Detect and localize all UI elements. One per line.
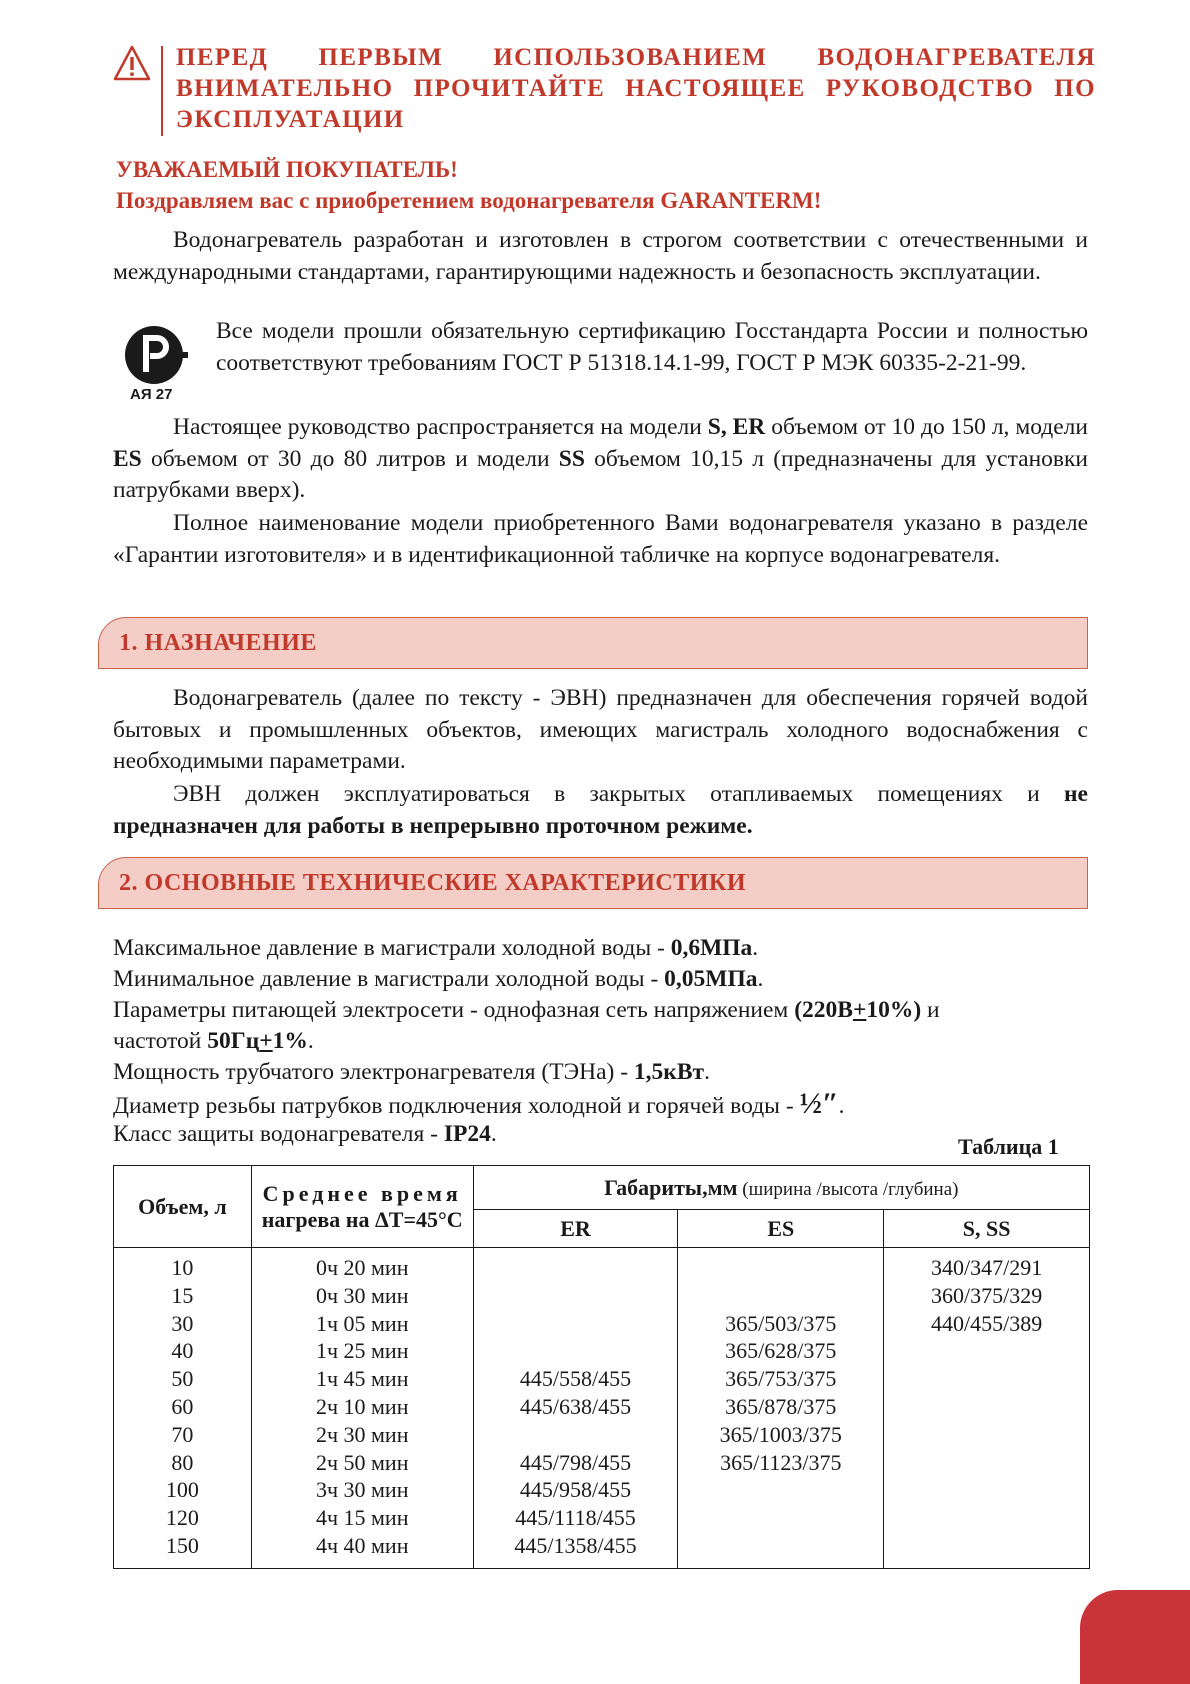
table-cell: 50 <box>171 1366 194 1392</box>
table-row <box>114 1248 1090 1569</box>
spec-label: Диаметр резьбы патрубков подключения холодной и горячей воды - <box>113 1093 800 1119</box>
spec-dot: . <box>307 1028 314 1054</box>
table-cell: 30 <box>171 1310 194 1336</box>
table-cell <box>478 1337 674 1365</box>
spec-power-supply <box>113 995 1088 1026</box>
table-cell: 10 <box>171 1255 194 1280</box>
table-cell: 1ч 25 мин <box>315 1338 409 1364</box>
spec-protection-class <box>113 1119 497 1150</box>
warning-icon <box>113 45 151 81</box>
table-cell <box>888 1365 1085 1393</box>
table-cell <box>478 1310 674 1338</box>
certification-code: АЯ 27 <box>130 386 173 403</box>
p2-text-a: Настоящее руководство распространяется на модели <box>173 414 708 440</box>
table-cell: 445/1118/455 <box>515 1505 636 1531</box>
spec-value: 50Гц <box>207 1028 260 1054</box>
table-cell: 70 <box>171 1421 194 1447</box>
spec-dot: . <box>704 1059 710 1085</box>
section-1-paragraph-1-text: Водонагреватель (далее по тексту - ЭВН) предназначен для обеспечения горячей водой бытовых и промышленных объектов, имеющих магистраль холодного водоснабжения с необходимыми параметрами. <box>113 685 1088 774</box>
section-1-p2-emphasis: не предназначен для работы в непрерывно проточном режиме. <box>113 781 1088 839</box>
spec-value: 10%) <box>866 997 922 1023</box>
table-caption: Таблица 1 <box>958 1134 1059 1159</box>
table-cell: 2ч 10 мин <box>315 1393 409 1419</box>
p2-text-g: объемом 10,15 л (предназначены для установки патрубками вверх). <box>113 445 1088 503</box>
spec-dot: . <box>757 966 764 992</box>
spec-heater-power <box>113 1057 710 1088</box>
table-cell: 365/1123/375 <box>720 1449 842 1475</box>
table-cell <box>888 1393 1085 1421</box>
header-s-ss: S, SS <box>884 1210 1090 1248</box>
section-1-paragraph-1 <box>113 683 1088 778</box>
table-cell: 3ч 30 мин <box>315 1477 409 1503</box>
spec-label: Максимальное давление в магистрали холодной воды - <box>113 935 671 961</box>
spec-max-pressure <box>113 933 758 964</box>
spec-value: 0,6МПа <box>670 935 753 961</box>
spec-dot: . <box>752 935 759 961</box>
table-cell: 445/798/455 <box>519 1449 632 1475</box>
warning-text: ПЕРЕД ПЕРВЫМ ИСПОЛЬЗОВАНИЕМ ВОДОНАГРЕВАТЕЛЯ ВНИМАТЕЛЬНО ПРОЧИТАЙТЕ НАСТОЯЩЕЕ РУКОВОДСТВО ПО ЭКСПЛУАТАЦИИ <box>176 44 1096 133</box>
table-cell: 340/347/291 <box>930 1255 1043 1280</box>
section-2-header <box>98 857 1088 909</box>
table-cell: 365/1003/375 <box>719 1421 842 1447</box>
table-cell <box>478 1254 674 1282</box>
table-cell: 445/958/455 <box>519 1477 632 1503</box>
header-dimensions <box>473 1166 1089 1210</box>
spec-label: Мощность трубчатого электронагревателя (ТЭНа) - <box>113 1059 634 1085</box>
section-1-title: 1. НАЗНАЧЕНИЕ <box>119 630 317 656</box>
table-cell <box>682 1254 879 1282</box>
section-1-header <box>98 617 1088 669</box>
table-cell: 80 <box>171 1449 194 1475</box>
intro-paragraph-2 <box>113 412 1088 507</box>
table-cell: 40 <box>171 1338 194 1364</box>
spec-value: ½″ <box>799 1087 839 1120</box>
section-1-paragraph-2 <box>113 779 1088 842</box>
spec-dot: . <box>490 1121 497 1147</box>
col-heating-time <box>251 1248 473 1569</box>
greeting-title: УВАЖАЕМЫЙ ПОКУПАТЕЛЬ! <box>116 157 458 182</box>
col-er <box>473 1248 678 1569</box>
table-cell: 440/455/389 <box>930 1310 1043 1336</box>
header-heating-time-line1: Среднее время <box>262 1180 462 1206</box>
table-cell: 445/638/455 <box>519 1393 632 1419</box>
table-cell: 1ч 05 мин <box>315 1310 409 1336</box>
spec-label: Класс защиты водонагревателя - <box>113 1121 444 1147</box>
table-cell: 120 <box>165 1505 199 1531</box>
table-cell: 60 <box>171 1393 194 1419</box>
col-s-ss <box>884 1248 1090 1569</box>
p2-model-es: ES <box>113 445 142 472</box>
spec-thread-diameter <box>113 1088 844 1122</box>
table-cell: 365/503/375 <box>725 1310 837 1336</box>
p2-text-c: объемом от 10 до 150 л, модели <box>765 414 1088 440</box>
header-heating-time <box>251 1166 473 1248</box>
spec-value: IP24 <box>443 1121 491 1147</box>
spec-label: Минимальное давление в магистрали холодной воды - <box>113 966 665 992</box>
table-cell <box>888 1421 1085 1449</box>
table-cell <box>888 1532 1085 1560</box>
greeting-subtitle: Поздравляем вас с приобретением водонагревателя GARANTERM! <box>116 188 822 213</box>
header-dimensions-label: Габариты,мм <box>604 1174 738 1200</box>
spec-plusminus: + <box>259 1028 273 1054</box>
table-cell: 150 <box>165 1532 199 1558</box>
spec-label: Параметры питающей электросети - однофазная сеть напряжением <box>113 997 795 1023</box>
table-cell: 365/628/375 <box>725 1338 837 1364</box>
table-cell <box>888 1337 1085 1365</box>
header-es: ES <box>678 1210 884 1248</box>
section-1-p2-text: ЭВН должен эксплуатироваться в закрытых отапливаемых помещениях и <box>173 781 1065 807</box>
spec-dot: . <box>838 1093 845 1119</box>
table-cell: 445/558/455 <box>519 1366 632 1392</box>
warning-divider <box>161 46 163 136</box>
table-cell <box>682 1476 879 1504</box>
p2-models-s-er: S, ER <box>707 414 766 440</box>
table-cell: 1ч 45 мин <box>315 1366 409 1392</box>
rst-certification-logo <box>124 322 188 388</box>
table-cell: 0ч 30 мин <box>315 1282 409 1308</box>
table-cell: 365/753/375 <box>725 1366 837 1392</box>
intro-paragraph-1-text: Водонагреватель разработан и изготовлен в строгом соответствии с отечественными и международными стандартами, гарантирующими надежность и безопасность эксплуатации. <box>113 227 1088 285</box>
intro-paragraph-1 <box>113 225 1088 288</box>
table-cell: 0ч 20 мин <box>315 1255 409 1280</box>
spec-min-pressure <box>113 964 763 995</box>
p2-model-ss: SS <box>558 445 585 472</box>
header-er: ER <box>473 1210 678 1248</box>
section-2-title: 2. ОСНОВНЫЕ ТЕХНИЧЕСКИЕ ХАРАКТЕРИСТИКИ <box>119 870 747 896</box>
table-cell <box>682 1282 879 1310</box>
page-tab <box>1080 1590 1190 1684</box>
table-cell <box>888 1449 1085 1477</box>
spec-label: частотой <box>113 1028 208 1054</box>
intro-paragraph-3 <box>113 508 1088 571</box>
table-cell: 365/878/375 <box>725 1393 837 1419</box>
certification-text: Все модели прошли обязательную сертификацию Госстандарта России и полностью соответствуют требованиям ГОСТ Р 51318.14.1-99, ГОСТ Р МЭК 60335-2-21-99. <box>216 318 1088 376</box>
spec-label: и <box>921 997 940 1023</box>
spec-value: (220В <box>794 997 853 1023</box>
spec-value: 1% <box>272 1028 308 1054</box>
spec-value: 1,5кВт <box>633 1059 705 1085</box>
table-cell: 360/375/329 <box>930 1282 1043 1308</box>
col-es <box>678 1248 884 1569</box>
specs-table <box>113 1165 1090 1569</box>
header-volume: Объем, л <box>114 1166 252 1248</box>
table-cell <box>478 1421 674 1449</box>
p2-text-e: объемом от 30 до 80 литров и модели <box>141 445 559 472</box>
table-cell: 4ч 40 мин <box>315 1532 409 1558</box>
col-volume <box>114 1248 252 1569</box>
spec-value: 0,05МПа <box>664 966 758 992</box>
table-cell <box>888 1504 1085 1532</box>
intro-paragraph-3-text: Полное наименование модели приобретенного Вами водонагревателя указано в разделе «Гарантии изготовителя» и в идентификационной табличке на корпусе водонагревателя. <box>113 510 1088 568</box>
table-cell: 2ч 50 мин <box>315 1449 409 1475</box>
table-cell <box>888 1476 1085 1504</box>
table-cell: 15 <box>171 1282 194 1308</box>
header-dimensions-sub: (ширина /высота /глубина) <box>737 1178 959 1200</box>
table-cell: 4ч 15 мин <box>315 1505 409 1531</box>
table-cell: 2ч 30 мин <box>315 1421 409 1447</box>
table-cell: 445/1358/455 <box>514 1532 637 1558</box>
header-heating-time-line2: нагрева на ΔT=45°C <box>261 1206 463 1232</box>
table-cell <box>682 1504 879 1532</box>
spec-plusminus: + <box>852 997 867 1023</box>
table-cell <box>478 1282 674 1310</box>
table-cell: 100 <box>165 1477 199 1503</box>
table-cell <box>682 1532 879 1560</box>
spec-frequency <box>113 1026 314 1057</box>
